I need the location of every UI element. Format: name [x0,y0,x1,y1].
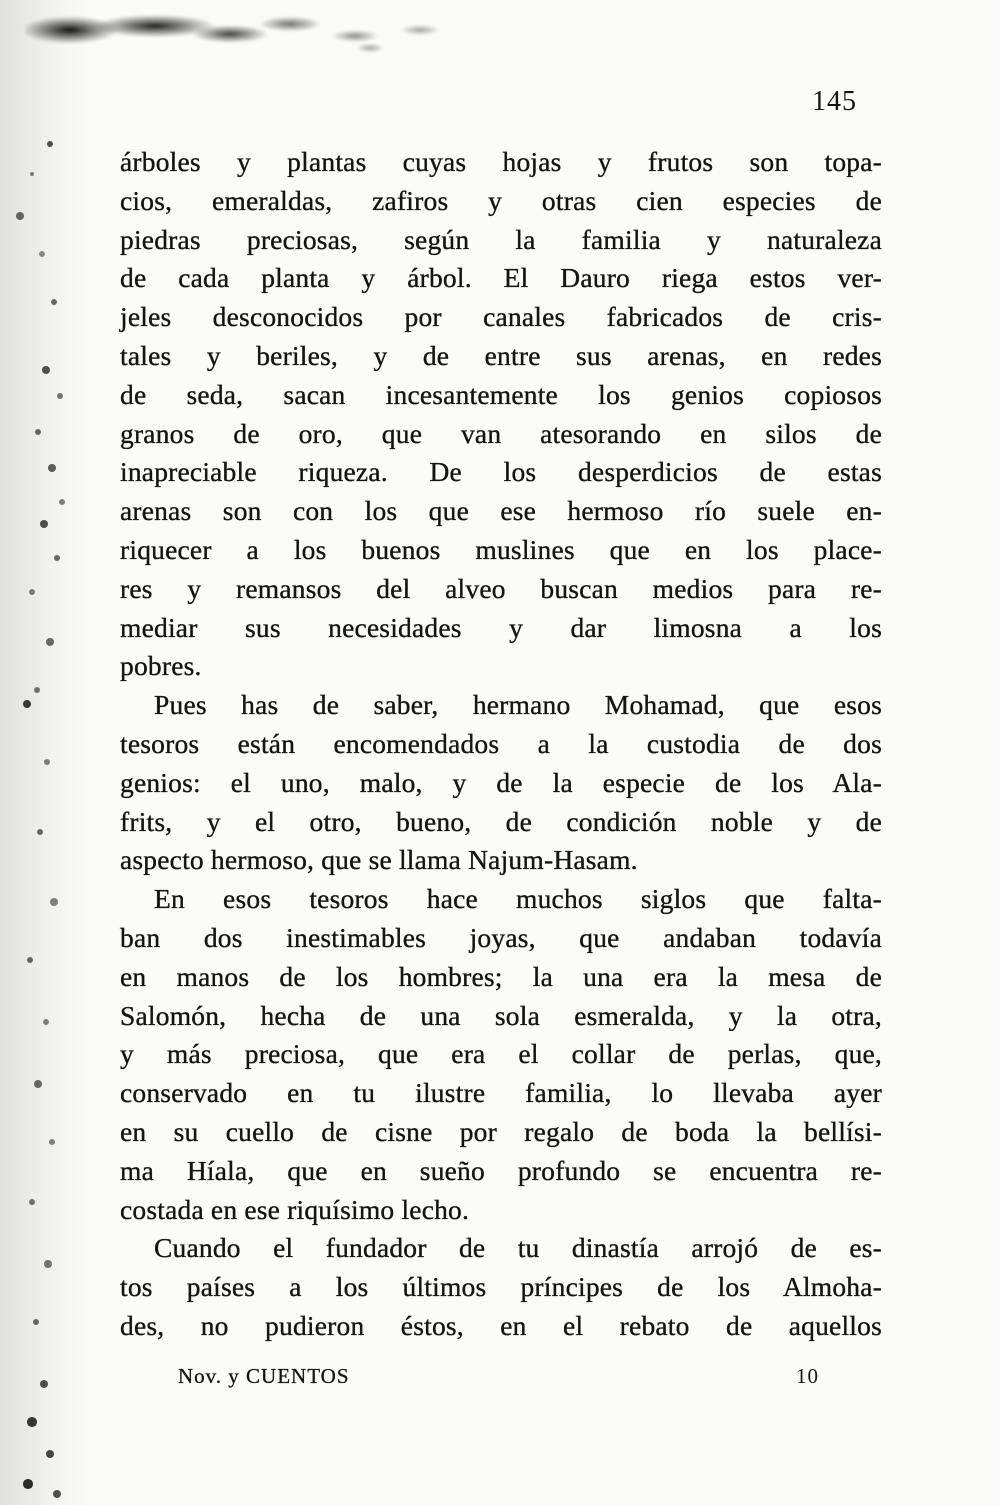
text-line: tesoros están encomendados a la custodia de dos [120,727,882,759]
text-line: Pues has de saber, hermano Mohamad, que esos [154,689,882,721]
scan-smudge-top [25,4,475,62]
text-line: frits, y el otro, bueno, de condición noble y de [120,805,882,837]
text-line: des, no pudieron éstos, en el rebato de aquellos [120,1309,882,1341]
page-number: 145 [812,86,857,117]
text-line: tos países a los últimos príncipes de los Almoha- [120,1271,882,1303]
text-line: árboles y plantas cuyas hojas y frutos son topa- [120,146,882,177]
text-line: ma Híala, que en sueño profundo se encuentra re- [120,1154,882,1186]
signature-number: 10 [796,1364,819,1388]
text-line: tales y beriles, y de entre sus arenas, en redes [120,339,882,371]
text-line: res y remansos del alveo buscan medios para re- [120,572,882,604]
scan-edge-shadow [0,0,90,1505]
running-title: Nov. y CUENTOS [178,1364,350,1388]
text-line: cios, emeraldas, zafiros y otras cien especies de [120,184,882,216]
text-line: de seda, sacan incesantemente los genios copiosos [120,378,882,410]
text-line: ban dos inestimables joyas, que andaban todavía [120,921,882,953]
scan-speckles-left [0,0,4,4]
text-line: inapreciable riqueza. De los desperdicios de estas [120,456,882,488]
text-line: Salomón, hecha de una sola esmeralda, y la otra, [120,999,882,1031]
text-line: en manos de los hombres; la una era la mesa de [120,960,882,992]
text-line: conservado en tu ilustre familia, lo llevaba ayer [120,1077,882,1109]
text-line: y más preciosa, que era el collar de perlas, que, [120,1038,882,1070]
text-line: arenas son con los que ese hermoso río suele en- [120,495,882,527]
text-line: de cada planta y árbol. El Dauro riega estos ver- [120,262,882,294]
text-line: costada en ese riquísimo lecho. [120,1193,470,1225]
text-line: pobres. [120,650,202,682]
text-line: granos de oro, que van atesorando en silos de [120,417,882,449]
text-line: jeles desconocidos por canales fabricados de cris- [120,301,882,333]
page-footer [120,1364,882,1398]
text-line: mediar sus necesidades y dar limosna a los [120,611,882,643]
page-text [120,143,882,1346]
text-line: en su cuello de cisne por regalo de boda la bellísi- [120,1115,882,1147]
text-line: aspecto hermoso, que se llama Najum-Hasam. [120,844,638,876]
text-line: riquecer a los buenos muslines que en los place- [120,533,882,565]
text-line: genios: el uno, malo, y de la especie de los Ala- [120,766,882,798]
text-line: En esos tesoros hace muchos siglos que falta- [154,883,882,915]
text-line: piedras preciosas, según la familia y naturaleza [120,223,882,255]
text-line: Cuando el fundador de tu dinastía arrojó de es- [154,1232,882,1264]
